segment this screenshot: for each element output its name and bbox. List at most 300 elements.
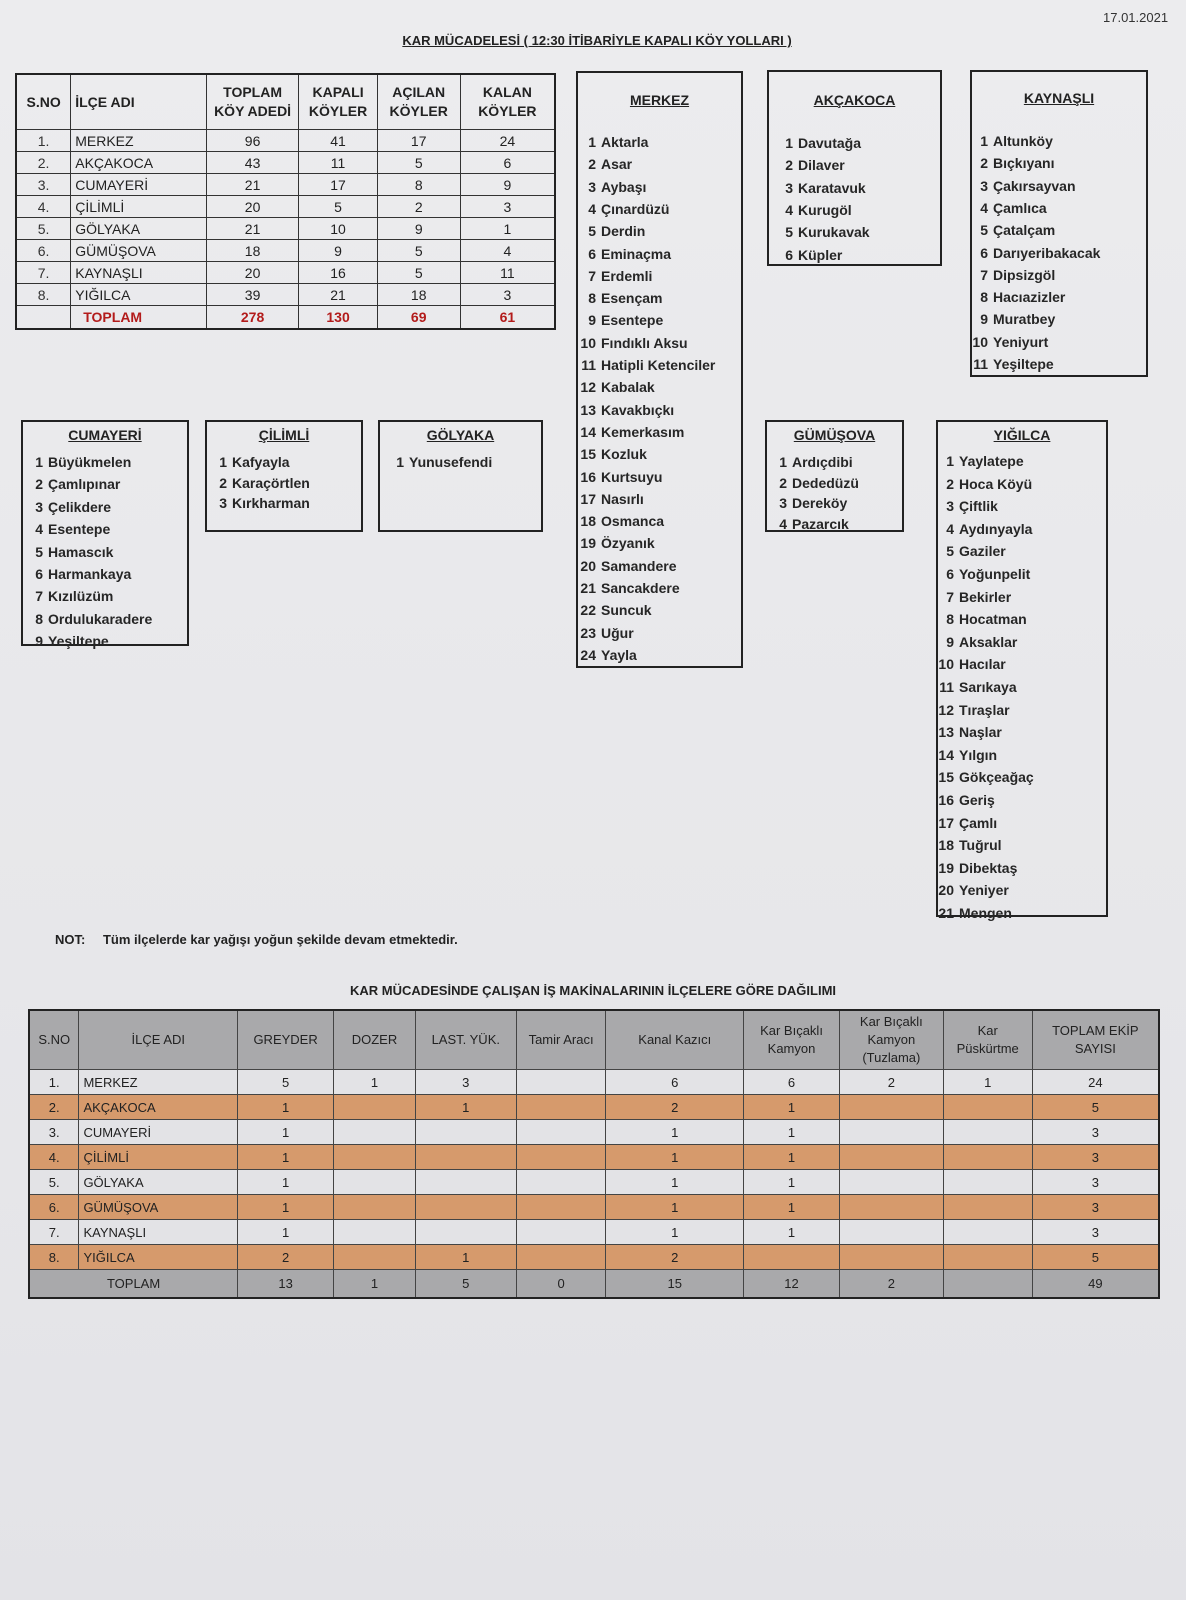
village-item xyxy=(382,454,492,470)
machines-value-cell xyxy=(943,1195,1032,1220)
village-name: Geriş xyxy=(959,792,995,808)
machines-value-cell xyxy=(516,1170,606,1195)
machines-total-cell: 15 xyxy=(606,1270,744,1299)
village-number: 12 xyxy=(580,379,596,396)
machines-district-name: ÇİLİMLİ xyxy=(79,1145,238,1170)
village-item xyxy=(574,223,645,239)
machines-value-cell xyxy=(334,1145,416,1170)
village-name: Samandere xyxy=(601,557,677,574)
village-name: Bıçkıyanı xyxy=(993,155,1055,172)
machines-total-cell: 5 xyxy=(415,1270,516,1299)
village-name: Altunköy xyxy=(993,133,1053,149)
village-number: 2 xyxy=(980,155,988,172)
village-item xyxy=(966,155,1054,171)
village-item xyxy=(771,224,870,240)
village-item xyxy=(932,747,997,763)
summary-remaining-cell: 11 xyxy=(460,262,555,284)
village-item xyxy=(574,312,663,328)
village-item xyxy=(21,633,109,649)
machines-row xyxy=(29,1170,1159,1195)
village-number: 4 xyxy=(785,201,793,218)
summary-sno: 2. xyxy=(16,152,71,174)
machines-value-cell: 5 xyxy=(238,1070,334,1095)
village-number: 6 xyxy=(588,245,596,262)
village-name: Yılgın xyxy=(959,746,998,763)
main-title: KAR MÜCADELESİ ( 12:30 İTİBARİYLE KAPALI KÖY YOLLARI ) xyxy=(402,33,792,48)
machines-value-cell xyxy=(516,1220,606,1245)
summary-header-cell: S.NO xyxy=(16,74,71,130)
village-item xyxy=(932,521,1032,537)
village-number: 16 xyxy=(938,792,954,808)
village-name: Kurtsuyu xyxy=(601,468,663,485)
village-name: Sarıkaya xyxy=(959,679,1017,695)
machines-value-cell: 3 xyxy=(1032,1170,1159,1195)
summary-row xyxy=(16,284,555,306)
village-item xyxy=(932,792,995,808)
summary-total-cell: 96 xyxy=(206,130,299,152)
village-number: 9 xyxy=(980,311,988,328)
village-name: Özyanık xyxy=(601,535,655,552)
village-name: Yaylatepe xyxy=(959,453,1024,469)
village-number: 1 xyxy=(946,453,954,469)
village-item xyxy=(21,611,152,627)
summary-row xyxy=(16,174,555,196)
village-item xyxy=(574,357,715,373)
village-number: 7 xyxy=(588,267,596,284)
village-name: Fındıklı Aksu xyxy=(601,334,688,351)
village-name: Bekirler xyxy=(959,588,1012,605)
village-name: Yeniyer xyxy=(959,882,1009,899)
village-number: 4 xyxy=(35,521,43,538)
village-number: 3 xyxy=(785,179,793,196)
summary-row xyxy=(16,196,555,218)
summary-sno: 1. xyxy=(16,130,71,152)
summary-total-opened: 69 xyxy=(377,306,460,330)
village-name: Çamlıpınar xyxy=(48,476,121,493)
machines-value-cell xyxy=(516,1245,606,1270)
village-item xyxy=(21,454,131,470)
village-item xyxy=(574,379,655,395)
machines-value-cell: 2 xyxy=(606,1245,744,1270)
village-number: 3 xyxy=(946,498,954,515)
village-number: 10 xyxy=(580,334,596,351)
machines-value-cell: 2 xyxy=(839,1070,943,1095)
machines-header-cell: DOZER xyxy=(334,1010,416,1070)
summary-closed-cell: 9 xyxy=(299,240,377,262)
village-name: Uğur xyxy=(601,624,634,641)
summary-opened-cell: 18 xyxy=(377,284,460,306)
summary-total-closed: 130 xyxy=(299,306,377,330)
village-item xyxy=(966,222,1055,238)
village-name: Küpler xyxy=(798,246,843,263)
machines-district-name: KAYNAŞLI xyxy=(79,1220,238,1245)
village-name: Dededüzü xyxy=(792,474,859,491)
village-name: Erdemli xyxy=(601,267,653,284)
village-item xyxy=(765,516,849,532)
machines-sno: 2. xyxy=(29,1095,79,1120)
summary-opened-cell: 5 xyxy=(377,152,460,174)
village-item xyxy=(771,247,842,263)
village-item xyxy=(574,558,676,574)
village-item xyxy=(966,334,1048,350)
village-name: Suncuk xyxy=(601,602,652,619)
village-name: Kabalak xyxy=(601,379,655,396)
machines-header-cell: Kar Bıçaklı Kamyon (Tuzlama) xyxy=(839,1010,943,1070)
village-item xyxy=(771,135,861,151)
machines-value-cell xyxy=(415,1195,516,1220)
machines-sno: 4. xyxy=(29,1145,79,1170)
village-item xyxy=(574,134,648,150)
village-item xyxy=(574,335,688,351)
village-number: 2 xyxy=(785,157,793,174)
machines-sno: 1. xyxy=(29,1070,79,1095)
village-item xyxy=(765,475,859,491)
village-item xyxy=(205,495,310,511)
summary-remaining-cell: 3 xyxy=(460,284,555,306)
district-title: AKÇAKOCA xyxy=(813,92,896,108)
district-title: YIĞILCA xyxy=(993,427,1051,443)
summary-total-cell: 18 xyxy=(206,240,299,262)
machines-header-cell: LAST. YÜK. xyxy=(415,1010,516,1070)
summary-header-cell: KALAN KÖYLER xyxy=(460,74,555,130)
machines-total-cell xyxy=(943,1270,1032,1299)
summary-remaining-cell: 6 xyxy=(460,152,555,174)
machines-value-cell xyxy=(516,1195,606,1220)
village-item xyxy=(574,446,647,462)
summary-remaining-cell: 4 xyxy=(460,240,555,262)
village-number: 2 xyxy=(35,476,43,493)
district-box-yigilca xyxy=(936,420,1108,921)
machines-header-cell: Kar Püskürtme xyxy=(943,1010,1032,1070)
village-number: 15 xyxy=(938,769,954,786)
village-number: 5 xyxy=(588,223,596,240)
machines-value-cell xyxy=(943,1170,1032,1195)
village-item xyxy=(932,769,1034,785)
village-name: Hamascık xyxy=(48,543,114,560)
village-name: Karatavuk xyxy=(798,179,866,196)
village-number: 3 xyxy=(779,495,787,511)
machines-value-cell xyxy=(334,1245,416,1270)
summary-row xyxy=(16,240,555,262)
village-name: Dipsizgöl xyxy=(993,266,1056,283)
machines-value-cell: 1 xyxy=(415,1095,516,1120)
village-name: Kırkharman xyxy=(232,495,310,511)
village-name: Aktarla xyxy=(601,134,649,150)
machines-value-cell xyxy=(839,1145,943,1170)
village-number: 3 xyxy=(980,177,988,194)
village-number: 8 xyxy=(946,611,954,628)
village-name: Çakırsayvan xyxy=(993,177,1076,194)
village-item xyxy=(574,424,684,440)
machines-value-cell: 1 xyxy=(238,1195,334,1220)
summary-sno: 4. xyxy=(16,196,71,218)
village-number: 1 xyxy=(219,454,227,470)
machines-value-cell: 1 xyxy=(334,1070,416,1095)
district-box-gumusova xyxy=(765,420,904,532)
village-item xyxy=(574,491,644,507)
village-number: 13 xyxy=(580,401,596,418)
village-name: Derdin xyxy=(601,223,646,240)
machines-row xyxy=(29,1070,1159,1095)
village-number: 4 xyxy=(980,199,988,216)
village-number: 2 xyxy=(588,156,596,173)
village-number: 14 xyxy=(580,423,596,440)
village-number: 13 xyxy=(938,724,954,741)
village-name: Asar xyxy=(601,156,633,173)
summary-district-name: ÇİLİMLİ xyxy=(71,196,206,218)
village-number: 11 xyxy=(973,356,988,372)
village-item xyxy=(574,402,674,418)
village-item xyxy=(574,268,652,284)
village-number: 4 xyxy=(588,200,596,217)
summary-district-name: CUMAYERİ xyxy=(71,174,206,196)
village-number: 19 xyxy=(580,535,596,552)
summary-district-name: AKÇAKOCA xyxy=(71,152,206,174)
district-title: MERKEZ xyxy=(629,92,690,108)
machines-header-cell: Tamir Aracı xyxy=(516,1010,606,1070)
village-name: Aksaklar xyxy=(959,633,1018,650)
summary-total-cell: 43 xyxy=(206,152,299,174)
village-name: Yeşiltepe xyxy=(48,633,109,650)
village-number: 19 xyxy=(938,859,954,876)
summary-closed-cell: 10 xyxy=(299,218,377,240)
machines-total-cell: 2 xyxy=(839,1270,943,1299)
village-number: 3 xyxy=(588,178,596,195)
village-number: 9 xyxy=(946,633,954,650)
village-name: Yeşiltepe xyxy=(993,356,1054,372)
machines-value-cell: 1 xyxy=(238,1120,334,1145)
summary-remaining-cell: 24 xyxy=(460,130,555,152)
document-date: 17.01.2021 xyxy=(1103,10,1169,25)
village-number: 18 xyxy=(580,513,596,530)
village-item xyxy=(932,453,1024,469)
machines-header-cell: S.NO xyxy=(29,1010,79,1070)
village-number: 17 xyxy=(580,490,596,507)
summary-district-name: MERKEZ xyxy=(71,130,206,152)
summary-opened-cell: 5 xyxy=(377,262,460,284)
village-number: 8 xyxy=(35,610,43,627)
village-item xyxy=(932,476,1032,492)
summary-header-cell: İLÇE ADI xyxy=(71,74,206,130)
village-item xyxy=(771,180,866,196)
village-name: Darıyeribakacak xyxy=(993,244,1101,261)
summary-remaining-cell: 1 xyxy=(460,218,555,240)
village-item xyxy=(932,724,1002,740)
machines-value-cell xyxy=(334,1170,416,1195)
village-item xyxy=(21,476,120,492)
village-name: Gökçeağaç xyxy=(959,769,1034,786)
village-name: Çiftlik xyxy=(959,498,998,515)
machines-header-cell: Kar Bıçaklı Kamyon xyxy=(744,1010,840,1070)
village-item xyxy=(21,566,131,582)
machines-value-cell: 1 xyxy=(606,1145,744,1170)
summary-total-cell: 39 xyxy=(206,284,299,306)
village-name: Dereköy xyxy=(792,495,848,511)
summary-remaining-cell: 9 xyxy=(460,174,555,196)
village-name: Esentepe xyxy=(48,521,111,538)
village-item xyxy=(21,521,110,537)
machines-header-row xyxy=(29,1010,1159,1070)
village-name: Esentepe xyxy=(601,312,664,329)
district-box-akcakoca xyxy=(767,70,942,266)
machines-row xyxy=(29,1220,1159,1245)
machines-district-name: YIĞILCA xyxy=(79,1245,238,1270)
summary-district-name: KAYNAŞLI xyxy=(71,262,206,284)
village-item xyxy=(932,860,1017,876)
machines-value-cell xyxy=(943,1145,1032,1170)
summary-table xyxy=(15,73,556,330)
village-item xyxy=(574,625,634,641)
machines-value-cell xyxy=(839,1245,943,1270)
machines-value-cell xyxy=(334,1095,416,1120)
village-number: 1 xyxy=(588,134,596,150)
summary-header-cell: KAPALI KÖYLER xyxy=(299,74,377,130)
village-name: Eminaçma xyxy=(601,245,672,262)
summary-sno: 3. xyxy=(16,174,71,196)
village-name: Davutağa xyxy=(798,135,862,151)
village-name: Çelikdere xyxy=(48,498,112,515)
village-number: 20 xyxy=(580,557,596,574)
village-item xyxy=(932,702,1010,718)
village-name: Kızılüzüm xyxy=(48,588,114,605)
village-number: 1 xyxy=(396,454,404,470)
machines-value-cell xyxy=(516,1120,606,1145)
village-number: 2 xyxy=(779,474,787,491)
summary-total-cell: 20 xyxy=(206,196,299,218)
district-title: GÜMÜŞOVA xyxy=(793,427,876,443)
village-item xyxy=(21,499,111,515)
village-number: 5 xyxy=(946,543,954,560)
village-number: 16 xyxy=(580,468,596,485)
village-name: Hacılar xyxy=(959,656,1006,673)
machines-value-cell: 5 xyxy=(1032,1245,1159,1270)
village-item xyxy=(574,201,669,217)
summary-closed-cell: 11 xyxy=(299,152,377,174)
summary-opened-cell: 9 xyxy=(377,218,460,240)
summary-sno: 8. xyxy=(16,284,71,306)
machines-value-cell xyxy=(516,1070,606,1095)
summary-opened-cell: 8 xyxy=(377,174,460,196)
village-item xyxy=(932,566,1030,582)
village-name: Muratbey xyxy=(993,311,1056,328)
village-name: Nasırlı xyxy=(601,490,644,507)
village-item xyxy=(574,290,662,306)
machines-title: KAR MÜCADESİNDE ÇALIŞAN İŞ MAKİNALARININ İLÇELERE GÖRE DAĞILIMI xyxy=(349,983,837,998)
machines-value-cell xyxy=(334,1220,416,1245)
village-number: 11 xyxy=(939,679,954,695)
machines-value-cell: 2 xyxy=(238,1245,334,1270)
village-name: Kozluk xyxy=(601,446,647,463)
machines-row xyxy=(29,1145,1159,1170)
village-number: 12 xyxy=(938,701,954,718)
village-item xyxy=(932,634,1017,650)
machines-row xyxy=(29,1195,1159,1220)
machines-sno: 8. xyxy=(29,1245,79,1270)
village-number: 9 xyxy=(35,633,43,650)
machines-district-name: MERKEZ xyxy=(79,1070,238,1095)
village-number: 21 xyxy=(938,905,954,921)
village-item xyxy=(574,156,632,172)
village-number: 8 xyxy=(588,290,596,307)
machines-district-name: AKÇAKOCA xyxy=(79,1095,238,1120)
village-name: Ardıçdibi xyxy=(792,454,853,470)
village-item xyxy=(932,498,998,514)
district-title: KAYNAŞLI xyxy=(1023,90,1095,106)
village-item xyxy=(574,602,652,618)
village-item xyxy=(932,882,1009,898)
machines-value-cell: 1 xyxy=(943,1070,1032,1095)
summary-closed-cell: 17 xyxy=(299,174,377,196)
machines-value-cell: 3 xyxy=(1032,1195,1159,1220)
village-name: Hatipli Ketenciler xyxy=(601,357,716,373)
village-number: 11 xyxy=(581,357,596,373)
summary-sno: 5. xyxy=(16,218,71,240)
machines-value-cell xyxy=(334,1195,416,1220)
village-item xyxy=(765,495,847,511)
village-item xyxy=(932,656,1006,672)
machines-header-cell: İLÇE ADI xyxy=(79,1010,238,1070)
machines-value-cell xyxy=(943,1245,1032,1270)
village-item xyxy=(966,200,1047,216)
machines-sno: 3. xyxy=(29,1120,79,1145)
village-item xyxy=(21,588,113,604)
village-number: 22 xyxy=(580,602,596,619)
village-item xyxy=(574,535,655,551)
village-number: 10 xyxy=(938,656,954,673)
machines-row xyxy=(29,1120,1159,1145)
summary-sno: 6. xyxy=(16,240,71,262)
village-number: 1 xyxy=(779,454,787,470)
village-number: 15 xyxy=(580,446,596,463)
summary-row xyxy=(16,262,555,284)
village-item xyxy=(771,202,852,218)
village-name: Osmanca xyxy=(601,513,665,530)
summary-total-total: 278 xyxy=(206,306,299,330)
village-item xyxy=(966,178,1076,194)
machines-total-cell: 1 xyxy=(334,1270,416,1299)
village-item xyxy=(966,133,1053,149)
machines-value-cell: 1 xyxy=(744,1195,840,1220)
machines-value-cell: 1 xyxy=(238,1145,334,1170)
machines-value-cell xyxy=(839,1095,943,1120)
village-item xyxy=(932,543,1006,559)
machines-value-cell: 1 xyxy=(606,1220,744,1245)
machines-header-cell: Kanal Kazıcı xyxy=(606,1010,744,1070)
village-item xyxy=(932,679,1017,695)
machines-value-cell: 1 xyxy=(744,1220,840,1245)
summary-total-row xyxy=(16,306,555,330)
village-item xyxy=(574,580,680,596)
village-item xyxy=(966,311,1055,327)
machines-value-cell xyxy=(943,1095,1032,1120)
village-item xyxy=(205,454,290,470)
village-number: 7 xyxy=(946,588,954,605)
machines-district-name: CUMAYERİ xyxy=(79,1120,238,1145)
village-name: Ordulukaradere xyxy=(48,610,153,627)
village-item xyxy=(205,475,310,491)
note xyxy=(55,932,458,947)
village-name: Aydınyayla xyxy=(959,520,1033,537)
summary-row xyxy=(16,152,555,174)
village-number: 7 xyxy=(35,588,43,605)
village-name: Naşlar xyxy=(959,724,1002,741)
district-box-cumayeri xyxy=(21,420,189,650)
village-number: 4 xyxy=(946,520,954,537)
village-number: 4 xyxy=(779,515,787,532)
summary-opened-cell: 2 xyxy=(377,196,460,218)
machines-value-cell: 1 xyxy=(744,1095,840,1120)
summary-row xyxy=(16,218,555,240)
